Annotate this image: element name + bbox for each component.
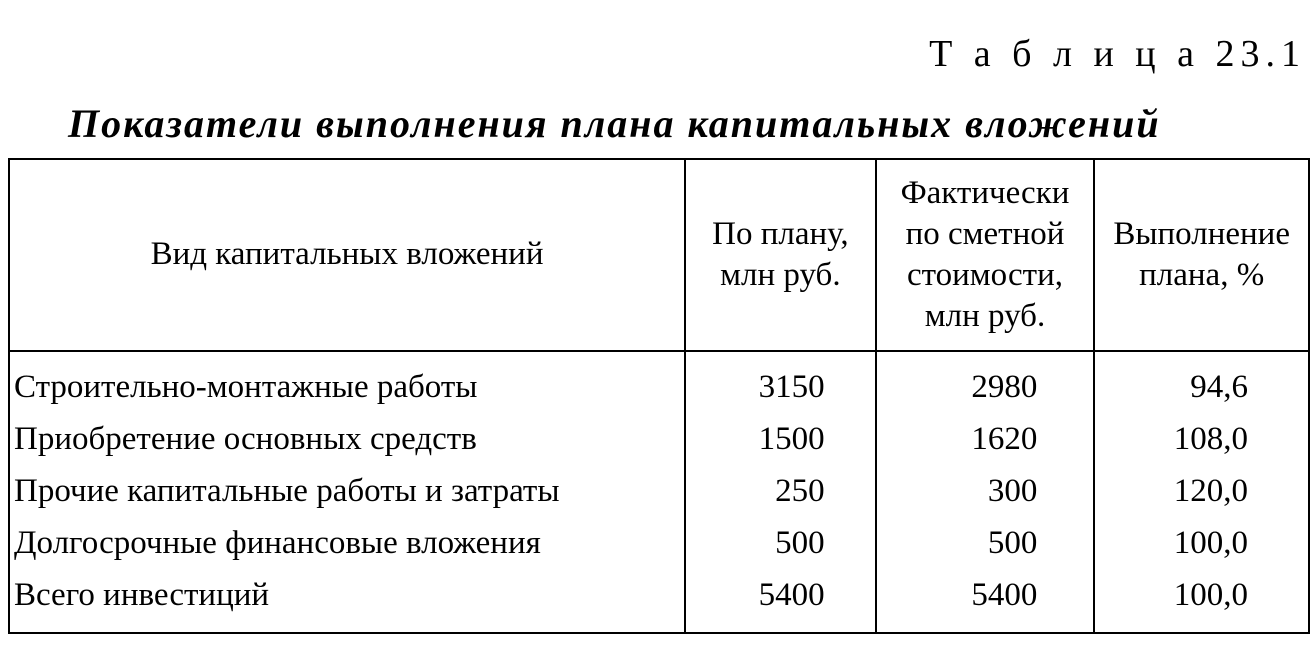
table-row bbox=[9, 351, 1309, 414]
row-name-cell: Строительно-монтажные работы bbox=[9, 351, 685, 414]
row-actual-cell: 500 bbox=[876, 518, 1095, 570]
table-number-label: Т а б л и ц а 23.1 bbox=[929, 33, 1306, 75]
row-actual-cell: 2980 bbox=[876, 351, 1095, 414]
table-row bbox=[9, 466, 1309, 518]
row-name-cell: Прочие капитальные работы и затраты bbox=[9, 466, 685, 518]
table-header-row bbox=[9, 159, 1309, 351]
row-plan-cell: 5400 bbox=[685, 570, 876, 633]
row-actual-cell: 1620 bbox=[876, 414, 1095, 466]
investment-plan-table bbox=[8, 158, 1310, 634]
column-header-plan-fulfillment: Выполнение плана, % bbox=[1094, 159, 1309, 351]
row-plan-cell: 500 bbox=[685, 518, 876, 570]
row-percent-cell: 100,0 bbox=[1094, 518, 1309, 570]
table-title: Показатели выполнения плана капитальных вложений bbox=[68, 101, 1161, 146]
table-row bbox=[9, 414, 1309, 466]
row-actual-cell: 5400 bbox=[876, 570, 1095, 633]
column-header-plan: По плану, млн руб. bbox=[685, 159, 876, 351]
row-actual-cell: 300 bbox=[876, 466, 1095, 518]
row-plan-cell: 3150 bbox=[685, 351, 876, 414]
row-name-cell: Приобретение основных средств bbox=[9, 414, 685, 466]
table-row bbox=[9, 518, 1309, 570]
column-header-actual: Фактически по сметной стоимости, млн руб. bbox=[876, 159, 1095, 351]
row-percent-cell: 108,0 bbox=[1094, 414, 1309, 466]
row-name-cell: Всего инвестиций bbox=[9, 570, 685, 633]
row-plan-cell: 250 bbox=[685, 466, 876, 518]
row-percent-cell: 120,0 bbox=[1094, 466, 1309, 518]
column-header-investment-type: Вид капитальных вложений bbox=[9, 159, 685, 351]
row-percent-cell: 94,6 bbox=[1094, 351, 1309, 414]
row-percent-cell: 100,0 bbox=[1094, 570, 1309, 633]
row-plan-cell: 1500 bbox=[685, 414, 876, 466]
table-row-total bbox=[9, 570, 1309, 633]
row-name-cell: Долгосрочные финансовые вложения bbox=[9, 518, 685, 570]
